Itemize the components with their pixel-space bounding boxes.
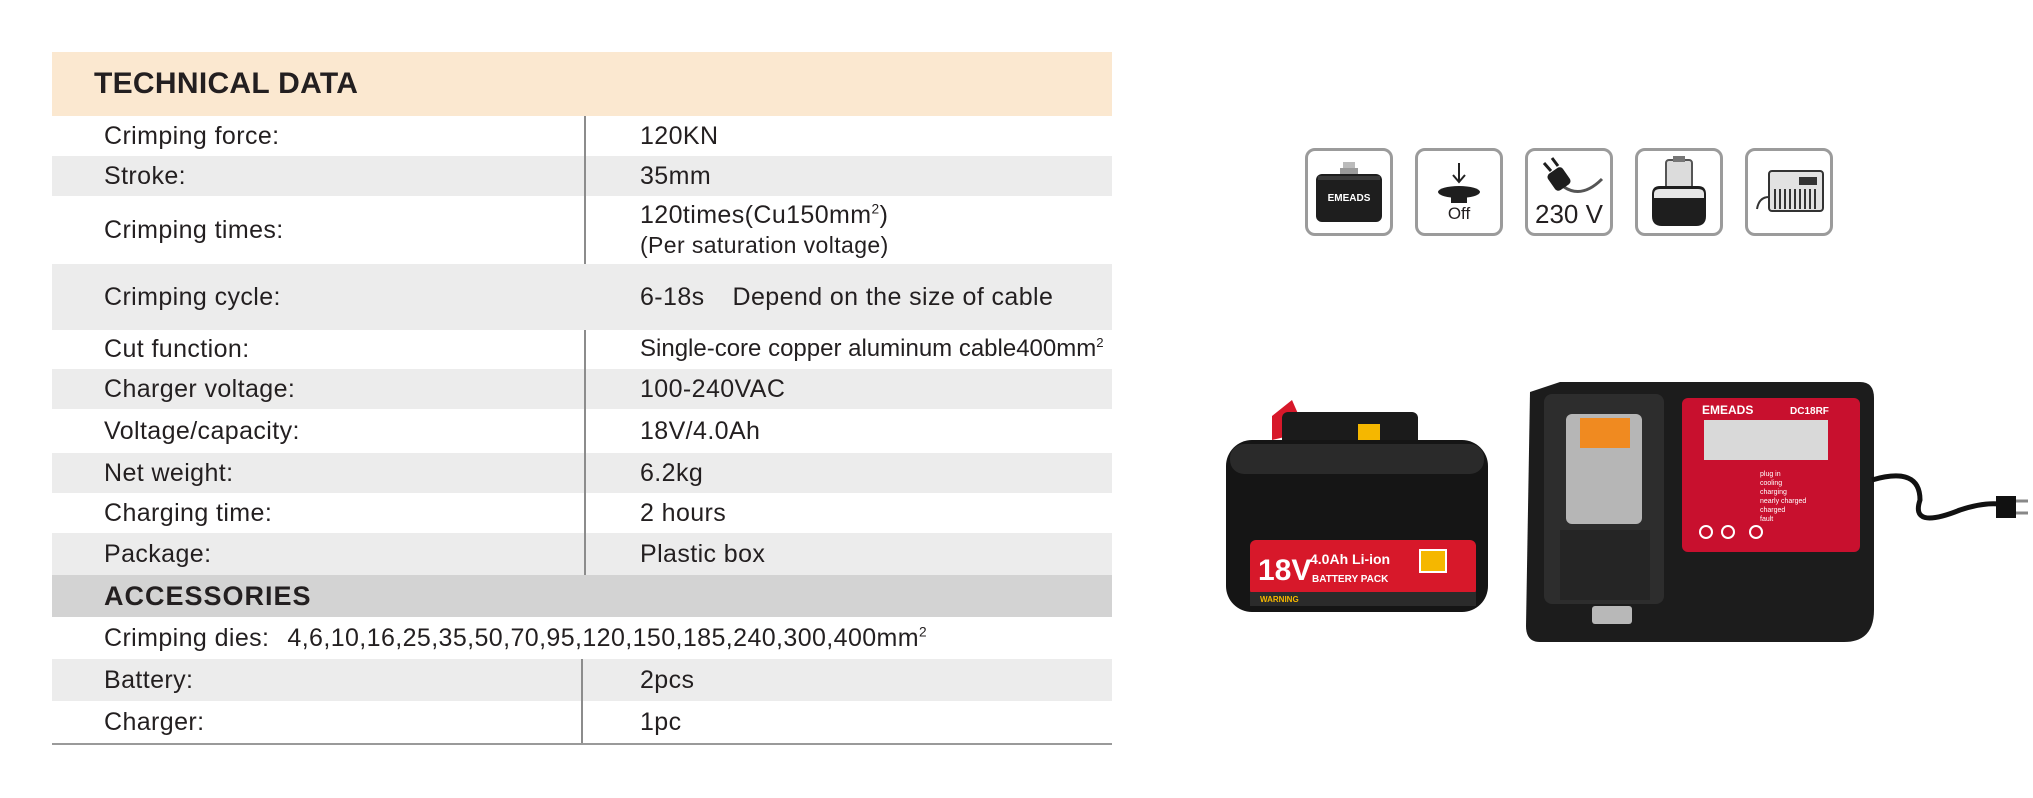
battery-warning-text: WARNING	[1260, 595, 1299, 604]
feature-icons	[1305, 148, 1833, 236]
accessory-label: Charger:	[104, 707, 205, 736]
product-photo	[1220, 380, 2030, 647]
charger-brand-text: EMEADS	[1702, 403, 1754, 417]
case-brand-label: EMEADS	[1327, 193, 1371, 204]
spec-value: Plastic box	[640, 539, 766, 568]
spec-label: Crimping cycle:	[104, 282, 281, 311]
charger-status-label: fault	[1760, 516, 1774, 523]
spec-row-charging-time	[52, 493, 1112, 533]
battery-pack-text: BATTERY PACK	[1312, 574, 1389, 585]
toolcase-icon	[1305, 148, 1393, 236]
spec-row-stroke	[52, 156, 1112, 196]
spec-value: Single-core copper aluminum $cable400mm^2$	[640, 335, 1104, 363]
accessory-label: Battery:	[104, 665, 194, 694]
battery-voltage-text: 18V	[1258, 554, 1312, 587]
off-label: Off	[1447, 204, 1471, 223]
spec-row-crimping-cycle	[52, 264, 1112, 330]
spec-value: 6-18s Depend on the size of cable	[640, 282, 1054, 311]
charger-icon	[1745, 148, 1833, 236]
spec-row-cut-function	[52, 330, 1112, 369]
spec-row-net-weight	[52, 453, 1112, 493]
voltage-label: 230 V	[1535, 199, 1603, 229]
battery-icon	[1635, 148, 1723, 236]
spec-value: 100-240VAC	[640, 374, 786, 403]
charger-status-label: plug in	[1760, 471, 1781, 478]
spec-value: 18V/4.0Ah	[640, 416, 761, 445]
spec-label: Charging time:	[104, 498, 273, 527]
power-plug-icon	[1525, 148, 1613, 236]
spec-value: 2 hours	[640, 498, 727, 527]
charger-status-label: charging	[1760, 489, 1787, 496]
spec-row-crimping-times	[52, 196, 1112, 264]
spec-label: Voltage/capacity:	[104, 416, 300, 445]
spec-label: Crimping times:	[104, 215, 284, 244]
accessory-row-battery	[52, 659, 1112, 701]
spec-sheet	[52, 52, 1112, 745]
charger-status-label: cooling	[1760, 480, 1783, 487]
accessories-heading: ACCESSORIES	[52, 575, 1112, 617]
charger-status-label: charged	[1760, 507, 1786, 514]
battery-type-text: 4.0Ah Li-ion	[1310, 551, 1391, 567]
table-bottom-rule	[52, 743, 1112, 745]
charger-status-label: nearly charged	[1760, 498, 1807, 505]
spec-row-voltage-capacity	[52, 409, 1112, 453]
accessory-label: Crimping dies:	[104, 623, 270, 652]
spec-label: Cut function:	[104, 335, 250, 363]
spec-label: Package:	[104, 539, 212, 568]
spec-value: 120KN	[640, 121, 719, 150]
accessory-row-charger	[52, 701, 1112, 743]
spec-value-note: (Per saturation voltage)	[640, 232, 889, 258]
spec-row-charger-voltage	[52, 369, 1112, 409]
off-button-icon	[1415, 148, 1503, 236]
accessory-value: 2pcs	[640, 665, 695, 694]
spec-row-crimping-force	[52, 116, 1112, 156]
spec-label: Crimping force:	[104, 121, 280, 150]
spec-label: Net weight:	[104, 458, 234, 487]
spec-row-package	[52, 533, 1112, 575]
technical-data-heading: TECHNICAL DATA	[52, 52, 1112, 116]
spec-label: Charger voltage:	[104, 374, 296, 403]
accessory-value: $4,6,10,16,25,35,50,70,95,120,150,185,240,300,400mm^2$	[287, 623, 928, 652]
spec-value: $120times(Cu150mm^2)$ (Per saturation voltage)	[586, 201, 1112, 259]
spec-value: 6.2kg	[640, 458, 704, 487]
accessory-value: 1pc	[640, 707, 682, 736]
spec-label: Stroke:	[104, 161, 186, 190]
accessory-row-crimping-dies	[52, 617, 1112, 659]
charger-model-text: DC18RF	[1790, 406, 1829, 417]
spec-value: 35mm	[640, 161, 712, 190]
